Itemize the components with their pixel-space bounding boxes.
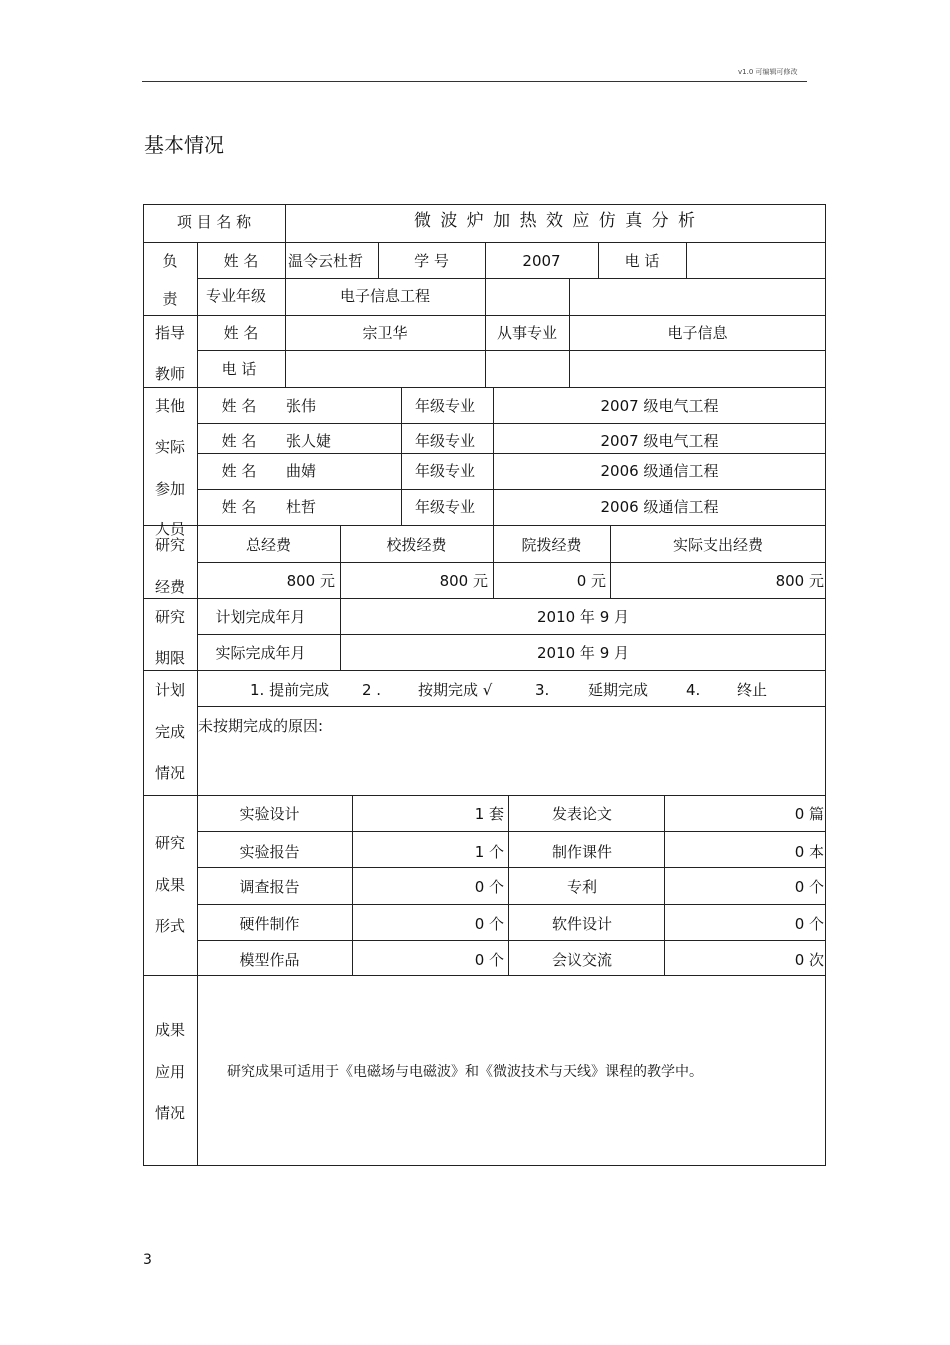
delay-reason-label: 未按期完成的原因: — [198, 717, 324, 735]
col-divider — [285, 242, 286, 387]
completion-option: 按期完成 √ — [418, 681, 493, 699]
result-type: 调查报告 — [239, 878, 300, 896]
funding-value: 800 元 — [286, 572, 335, 590]
section-title: 基本情况 — [144, 133, 224, 157]
application-group-label: 应用 — [154, 1063, 185, 1081]
result-type: 实验设计 — [239, 805, 300, 823]
participant-grade: 2007 级电气工程 — [600, 432, 719, 450]
advisor-name-label: 姓 名 — [223, 324, 259, 342]
others-group-label: 实际 — [154, 438, 185, 456]
participant-name-label: 姓 名 — [221, 397, 257, 415]
row-divider — [143, 670, 826, 671]
results-group-label: 研究 — [154, 834, 185, 852]
row-divider — [197, 904, 826, 905]
result-type: 实验报告 — [239, 843, 300, 861]
result-count: 0 本 — [794, 843, 824, 861]
participant-grade: 2006 级通信工程 — [600, 462, 719, 480]
result-count: 0 个 — [794, 915, 824, 933]
leader-major-label: 专业年级 — [205, 287, 266, 305]
planned-finish: 2010 年 9 月 — [536, 608, 630, 626]
completion-option: 2 . — [362, 681, 382, 699]
application-group-label: 情况 — [154, 1104, 185, 1122]
completion-option: 终止 — [737, 681, 768, 699]
participant-grade: 2006 级通信工程 — [600, 498, 719, 516]
actual-finish-label: 实际完成年月 — [215, 644, 306, 662]
col-divider — [197, 242, 198, 1166]
result-type: 发表论文 — [551, 805, 612, 823]
participant-grade-label: 年级专业 — [414, 498, 475, 516]
row-divider — [143, 975, 826, 976]
header-rule — [142, 81, 807, 82]
funding-group-label: 研究 — [154, 536, 185, 554]
others-group-label: 参加 — [154, 480, 185, 498]
application-group-label: 成果 — [154, 1021, 185, 1039]
funding-header: 校拨经费 — [386, 536, 447, 554]
result-count: 0 个 — [794, 878, 824, 896]
row-divider — [143, 387, 826, 388]
result-type: 模型作品 — [239, 951, 300, 969]
participant-name: 张伟 — [286, 397, 317, 415]
completion-option: 1. 提前完成 — [250, 681, 330, 699]
col-divider — [686, 242, 687, 278]
participant-name-label: 姓 名 — [221, 498, 257, 516]
result-type: 制作课件 — [551, 843, 612, 861]
others-group-label: 其他 — [154, 397, 185, 415]
participant-name-label: 姓 名 — [221, 432, 257, 450]
participant-name: 张人婕 — [286, 432, 332, 450]
funding-header: 实际支出经费 — [672, 536, 763, 554]
project-name-label: 项 目 名 称 — [176, 213, 252, 231]
result-type: 软件设计 — [551, 915, 612, 933]
result-count: 1 套 — [474, 805, 504, 823]
result-type: 专利 — [566, 878, 597, 896]
results-group-label: 成果 — [154, 876, 185, 894]
leader-group-label: 责 — [162, 290, 178, 308]
funding-value: 0 元 — [576, 572, 606, 590]
advisor-group-label: 指导 — [154, 324, 185, 342]
funding-value: 800 元 — [775, 572, 824, 590]
row-divider — [143, 598, 826, 599]
result-count: 0 篇 — [794, 805, 824, 823]
completion-group-label: 计划 — [154, 681, 185, 699]
participant-grade-label: 年级专业 — [414, 397, 475, 415]
row-divider — [197, 867, 826, 868]
row-divider — [197, 706, 826, 707]
advisor-field: 电子信息 — [667, 324, 728, 342]
row-divider — [197, 489, 826, 490]
advisor-phone-label: 电 话 — [221, 360, 257, 378]
leader-name-label: 姓 名 — [223, 252, 259, 270]
leader-id: 2007 — [522, 252, 561, 270]
result-count: 0 个 — [474, 951, 504, 969]
row-divider — [143, 795, 826, 796]
row-divider — [197, 634, 826, 635]
funding-header: 总经费 — [245, 536, 291, 554]
leader-id-label: 学 号 — [414, 252, 449, 270]
planned-finish-label: 计划完成年月 — [215, 608, 306, 626]
completion-group-label: 完成 — [154, 723, 185, 741]
funding-group-label: 经费 — [154, 578, 185, 596]
actual-finish: 2010 年 9 月 — [536, 644, 630, 662]
result-type: 硬件制作 — [239, 915, 300, 933]
result-count: 1 个 — [474, 843, 504, 861]
participant-name-label: 姓 名 — [221, 462, 257, 480]
row-divider — [143, 525, 826, 526]
funding-value: 800 元 — [439, 572, 488, 590]
advisor-field-label: 从事专业 — [496, 324, 557, 342]
result-count: 0 次 — [794, 951, 824, 969]
participant-grade-label: 年级专业 — [414, 462, 475, 480]
application-text: 研究成果可适用于《电磁场与电磁波》和《微波技术与天线》课程的教学中。 — [227, 1064, 703, 1080]
period-group-label: 研究 — [154, 608, 185, 626]
result-count: 0 个 — [474, 878, 504, 896]
project-name: 微 波 炉 加 热 效 应 仿 真 分 析 — [413, 211, 698, 231]
participant-grade-label: 年级专业 — [414, 432, 475, 450]
participant-name: 曲婧 — [286, 462, 317, 480]
completion-option: 4. — [686, 681, 701, 699]
result-type: 会议交流 — [551, 951, 612, 969]
completion-option: 延期完成 — [588, 681, 649, 699]
funding-header: 院拨经费 — [521, 536, 582, 554]
advisor-group-label: 教师 — [154, 365, 185, 383]
completion-option: 3. — [535, 681, 550, 699]
leader-phone-label: 电 话 — [624, 252, 660, 270]
leader-major: 电子信息工程 — [339, 287, 430, 305]
result-count: 0 个 — [474, 915, 504, 933]
participant-grade: 2007 级电气工程 — [600, 397, 719, 415]
page-number: 3 — [143, 1252, 152, 1268]
completion-group-label: 情况 — [154, 764, 185, 782]
row-divider — [197, 831, 826, 832]
others-group-label: 人员 — [154, 520, 185, 538]
header-version-note: v1.0 可编辑可修改 — [738, 68, 798, 76]
row-divider — [197, 940, 826, 941]
leader-group-label: 负 — [162, 252, 178, 270]
row-divider — [197, 562, 826, 563]
results-group-label: 形式 — [154, 917, 185, 935]
row-divider — [197, 350, 826, 351]
participant-name: 杜哲 — [286, 498, 317, 516]
row-divider — [197, 453, 826, 454]
row-divider — [197, 423, 826, 424]
advisor-name: 宗卫华 — [362, 324, 408, 342]
leader-name: 温令云杜哲 — [288, 252, 364, 270]
period-group-label: 期限 — [154, 649, 185, 667]
row-divider — [197, 278, 826, 279]
